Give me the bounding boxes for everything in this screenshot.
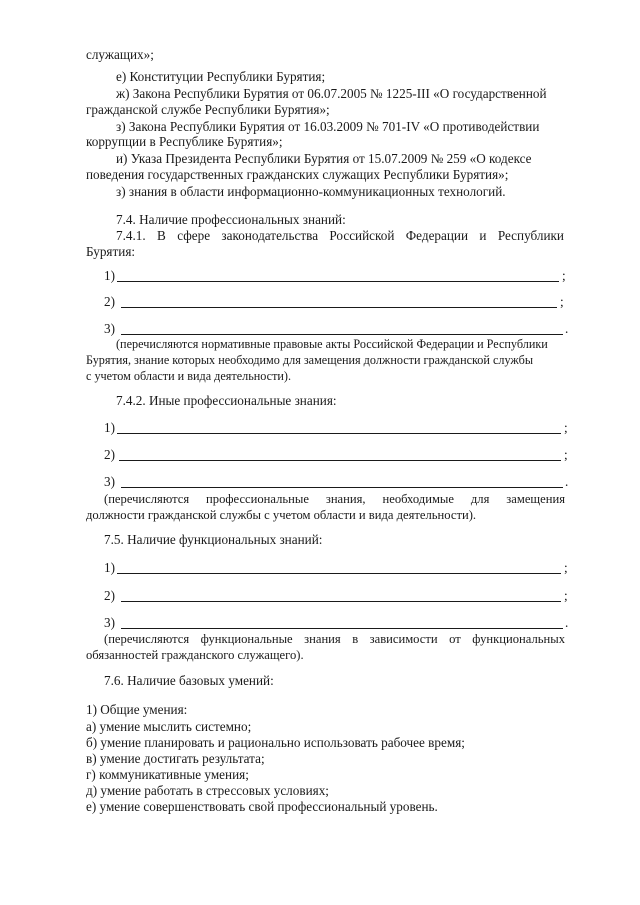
text-line: Бурятия: <box>86 244 136 259</box>
fill-in-number: 2) <box>104 588 115 603</box>
fill-in-rule[interactable] <box>121 334 563 335</box>
note-line: (перечисляются нормативные правовые акты Российской Федерации и Республики <box>116 337 548 351</box>
fill-in-line <box>0 474 640 490</box>
list-item: б) умение планировать и рационально использовать рабочее время; <box>86 735 465 750</box>
list-item: е) Конституции Республики Бурятия; <box>116 69 326 84</box>
section-heading: 7.6. Наличие базовых умений: <box>104 673 274 688</box>
fill-in-line <box>0 560 640 576</box>
fill-in-number: 3) <box>104 321 115 336</box>
fill-in-number: 2) <box>104 294 115 309</box>
text-line: поведения государственных гражданских служащих Республики Бурятия»; <box>86 167 509 182</box>
note-line: Бурятия, знание которых необходимо для замещения должности гражданской службы <box>86 353 534 367</box>
fill-in-end: ; <box>560 294 564 309</box>
fill-in-end: . <box>565 474 569 489</box>
fill-in-end: ; <box>564 420 568 435</box>
list-item: в) умение достигать результата; <box>86 751 265 766</box>
fill-in-end: . <box>565 321 569 336</box>
list-item: з) Закона Республики Бурятия от 16.03.2009 № 701-IV «О противодействии <box>116 119 540 134</box>
fill-in-rule[interactable] <box>119 460 561 461</box>
list-item: и) Указа Президента Республики Бурятия от 15.07.2009 № 259 «О кодексе <box>116 151 532 166</box>
fill-in-rule[interactable] <box>117 573 561 574</box>
section-heading: 7.4. Наличие профессиональных знаний: <box>116 212 346 227</box>
fill-in-number: 1) <box>104 420 115 435</box>
note-line: (перечисляются функциональные знания в зависимости от функциональных <box>104 632 565 646</box>
list-item: а) умение мыслить системно; <box>86 719 252 734</box>
fill-in-line <box>0 294 640 310</box>
fill-in-rule[interactable] <box>121 307 557 308</box>
fill-in-end: ; <box>562 268 566 283</box>
list-heading: 1) Общие умения: <box>86 702 188 717</box>
fill-in-end: ; <box>564 447 568 462</box>
fill-in-number: 3) <box>104 615 115 630</box>
list-item: ж) Закона Республики Бурятия от 06.07.2005 № 1225-III «О государственной <box>116 86 547 101</box>
fill-in-line <box>0 615 640 631</box>
fill-in-end: . <box>565 615 569 630</box>
list-item: е) умение совершенствовать свой профессиональный уровень. <box>86 799 438 814</box>
fill-in-rule[interactable] <box>121 601 561 602</box>
text-line: служащих»; <box>86 47 154 62</box>
text-line: коррупции в Республике Бурятия»; <box>86 134 283 149</box>
fill-in-line <box>0 321 640 337</box>
fill-in-rule[interactable] <box>121 628 563 629</box>
text-line: гражданской службе Республики Бурятия»; <box>86 102 330 117</box>
fill-in-number: 1) <box>104 268 115 283</box>
list-item: г) коммуникативные умения; <box>86 767 249 782</box>
note-line: обязанностей гражданского служащего). <box>86 648 304 662</box>
note-line: с учетом области и вида деятельности). <box>86 369 292 383</box>
fill-in-number: 1) <box>104 560 115 575</box>
note-line: (перечисляются профессиональные знания, необходимые для замещения <box>104 492 565 506</box>
fill-in-line <box>0 420 640 436</box>
fill-in-rule[interactable] <box>121 487 563 488</box>
subsection-heading: 7.4.1. В сфере законодательства Российской Федерации и Республики <box>116 228 564 243</box>
section-heading: 7.5. Наличие функциональных знаний: <box>104 532 323 547</box>
fill-in-end: ; <box>564 560 568 575</box>
list-item: д) умение работать в стрессовых условиях; <box>86 783 329 798</box>
fill-in-rule[interactable] <box>117 281 559 282</box>
fill-in-line <box>0 447 640 463</box>
fill-in-number: 3) <box>104 474 115 489</box>
subsection-heading: 7.4.2. Иные профессиональные знания: <box>116 393 337 408</box>
fill-in-number: 2) <box>104 447 115 462</box>
fill-in-rule[interactable] <box>117 433 561 434</box>
list-item: з) знания в области информационно-коммуникационных технологий. <box>116 184 506 199</box>
note-line: должности гражданской службы с учетом области и вида деятельности). <box>86 508 477 522</box>
fill-in-line <box>0 268 640 284</box>
fill-in-end: ; <box>564 588 568 603</box>
fill-in-line <box>0 588 640 604</box>
